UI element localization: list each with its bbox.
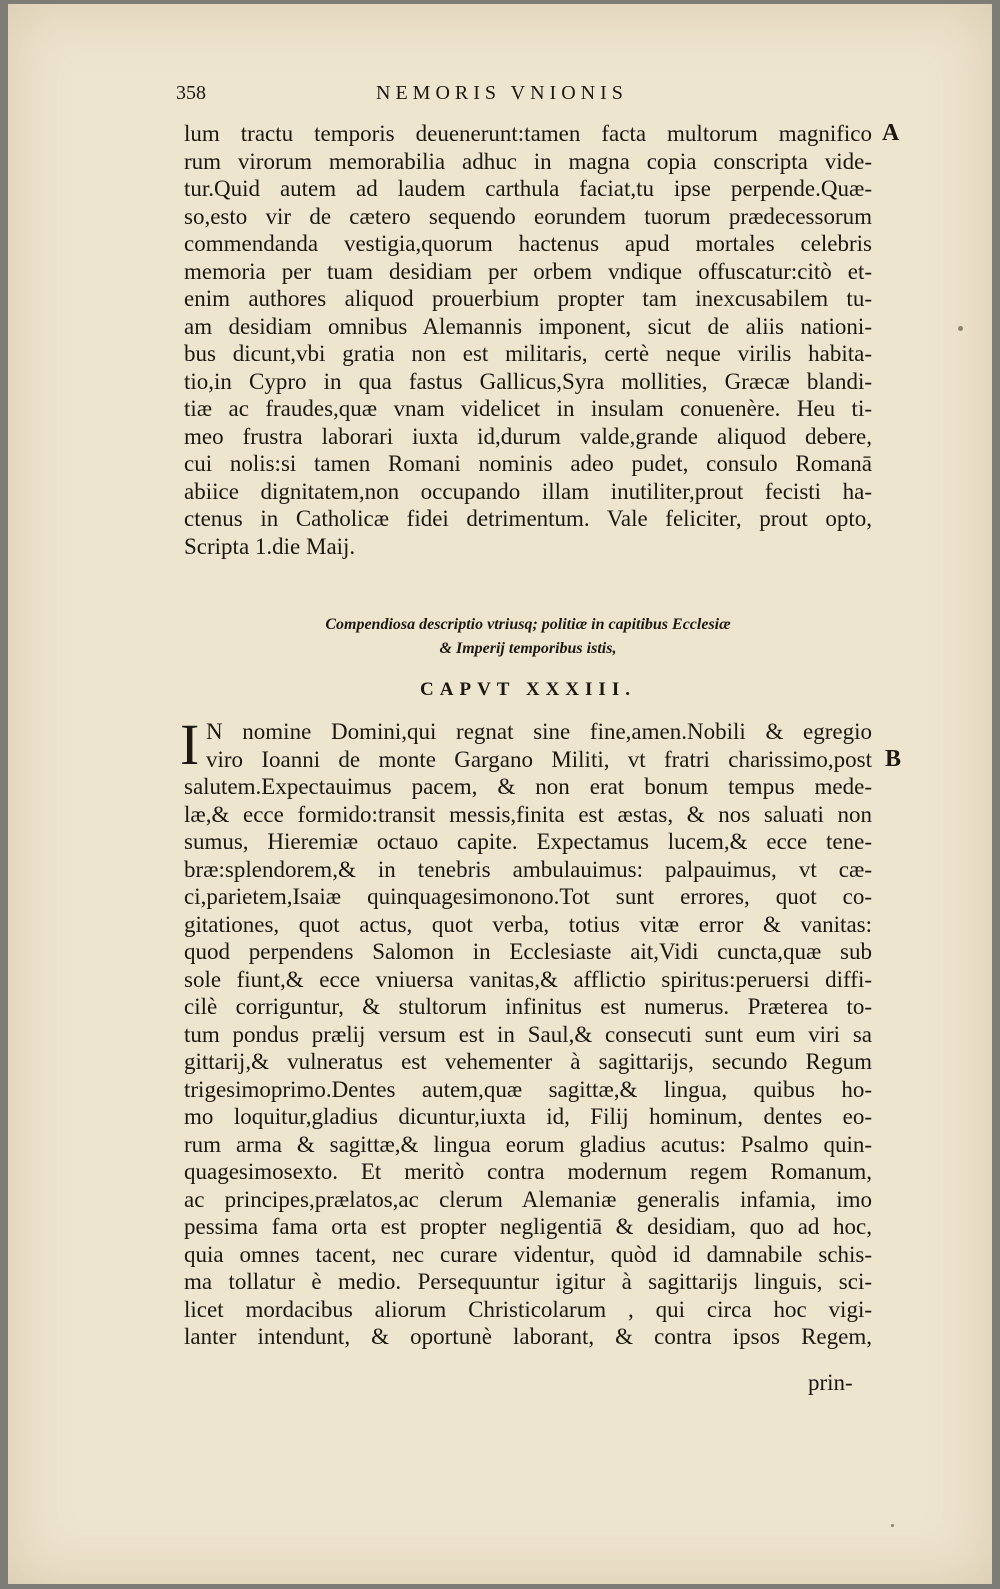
text-line: commendanda vestigia,quorum hactenus apud mortales celebris	[184, 231, 872, 256]
text-line: ma tollatur è medio. Persequuntur igitur à sagittarijs linguis, sci-	[184, 1269, 872, 1294]
text-line: Scripta 1.die Maij.	[184, 533, 356, 559]
text-line: N nomine Domini,qui regnat sine fine,amen.Nobili & egregio	[206, 719, 872, 744]
text-line: læ,& ecce formido:transit messis,finita est æstas, & nos saluati non	[184, 801, 872, 827]
text-line: sole fiunt,& ecce vniuersa vanitas,& afflictio spiritus:peruersi diffi-	[184, 966, 872, 992]
text-line: tio,in Cypro in qua fastus Gallicus,Syra mollities, Græcæ blandi-	[184, 368, 872, 394]
text-line: gitationes, quot actus, quot verba, totius vitæ error & vanitas:	[184, 911, 872, 937]
text-line: quagesimosexto. Et meritò contra modernum regem Romanum,	[184, 1159, 872, 1184]
running-title: NEMORIS VNIONIS	[376, 82, 628, 104]
text-line: gittarij,& vulneratus est vehementer à sagittarijs, secundo Regum	[184, 1049, 872, 1074]
text-line: lanter intendunt, & oportunè laborant, & contra ipsos Regem,	[184, 1324, 872, 1349]
chapter-title: CAPVT XXXIII.	[420, 679, 636, 700]
text-line: tur.Quid autem ad laudem carthula faciat,tu ipse perpende.Quæ-	[184, 176, 872, 201]
section-heading: & Imperij temporibus istis,	[439, 640, 617, 657]
text-line: ac principes,prælatos,ac clerum Alemaniæ generalis infamia, imo	[184, 1186, 872, 1212]
text-line: salutem.Expectauimus pacem, & non erat bonum tempus mede-	[184, 774, 872, 799]
text-line: bus dicunt,vbi gratia non est militaris, certè neque virilis habita-	[184, 341, 872, 366]
text-line: meo frustra laborari iuxta id,durum valde,grande aliquod debere,	[184, 423, 872, 449]
text-line: tiæ ac fraudes,quæ vnam videlicet in insulam conuenère. Heu ti-	[184, 396, 872, 421]
page-number: 358	[176, 82, 206, 104]
margin-letter-a: A	[882, 120, 900, 146]
letter-text	[184, 120, 872, 560]
book-page	[8, 4, 992, 1584]
paper-speck	[891, 1524, 894, 1527]
text-line: rum virorum memorabilia adhuc in magna copia conscripta vide-	[184, 148, 872, 174]
text-line: rum arma & sagittæ,& lingua eorum gladius acutus: Psalmo quin-	[184, 1131, 872, 1157]
text-line: tum pondus prælij versum est in Saul,& consecuti sunt eum viri sa	[184, 1021, 872, 1047]
text-line: mo loquitur,gladius dicuntur,iuxta id, Filij hominum, dentes eo-	[184, 1104, 872, 1129]
text-line: trigesimoprimo.Dentes autem,quæ sagittæ,& lingua, quibus ho-	[184, 1076, 872, 1102]
text-line: ci,parietem,Isaiæ quinquagesimonono.Tot sunt errores, quot co-	[184, 884, 872, 909]
text-line: licet mordacibus aliorum Christicolarum , qui circa hoc vigi-	[184, 1296, 872, 1322]
margin-letter-b: B	[885, 746, 902, 772]
text-line: quod perpendens Salomon in Ecclesiaste ait,Vidi cuncta,quæ sub	[184, 939, 872, 964]
text-line: sumus, Hieremiæ octauo capite. Expectamus lucem,& ecce tene-	[184, 829, 872, 854]
text-line: lum tractu temporis deuenerunt:tamen facta multorum magnifico	[184, 121, 872, 146]
section-heading: Compendiosa descriptio vtriusq; politiæ in capitibus Ecclesiæ	[325, 616, 731, 633]
text-line: bræ:splendorem,& in tenebris ambulauimus: palpauimus, vt cæ-	[184, 856, 872, 882]
chapter-text	[184, 718, 872, 1351]
text-line: enim authores aliquod prouerbium propter tam inexcusabilem tu-	[184, 286, 872, 311]
page-header	[8, 82, 992, 112]
text-line: cilè corriguntur, & stultorum infinitus est numerus. Præterea to-	[184, 994, 872, 1019]
text-line: ctenus in Catholicæ fidei detrimentum. Vale feliciter, prout opto,	[184, 506, 872, 531]
paper-speck	[958, 326, 963, 331]
text-line: viro Ioanni de monte Gargano Militi, vt fratri charissimo,post	[206, 746, 872, 772]
text-line: memoria per tuam desidiam per orbem vndique offuscatur:citò et-	[184, 258, 872, 284]
text-line: cui nolis:si tamen Romani nominis adeo pudet, consulo Romanā	[184, 451, 872, 476]
text-line: so,esto vir de cætero sequendo eorundem tuorum prædecessorum	[184, 203, 872, 229]
text-line: pessima fama orta est propter negligentiā & desidiam, quo ad hoc,	[184, 1214, 872, 1239]
text-line: quia omnes tacent, nec curare videntur, quòd id damnabile schis-	[184, 1241, 872, 1267]
drop-cap: I	[180, 712, 200, 777]
catchword: prin-	[808, 1370, 853, 1395]
text-line: abiice dignitatem,non occupando illam inutiliter,prout fecisti ha-	[184, 478, 872, 504]
text-line: am desidiam omnibus Alemannis imponent, sicut de aliis nationi-	[184, 313, 872, 339]
